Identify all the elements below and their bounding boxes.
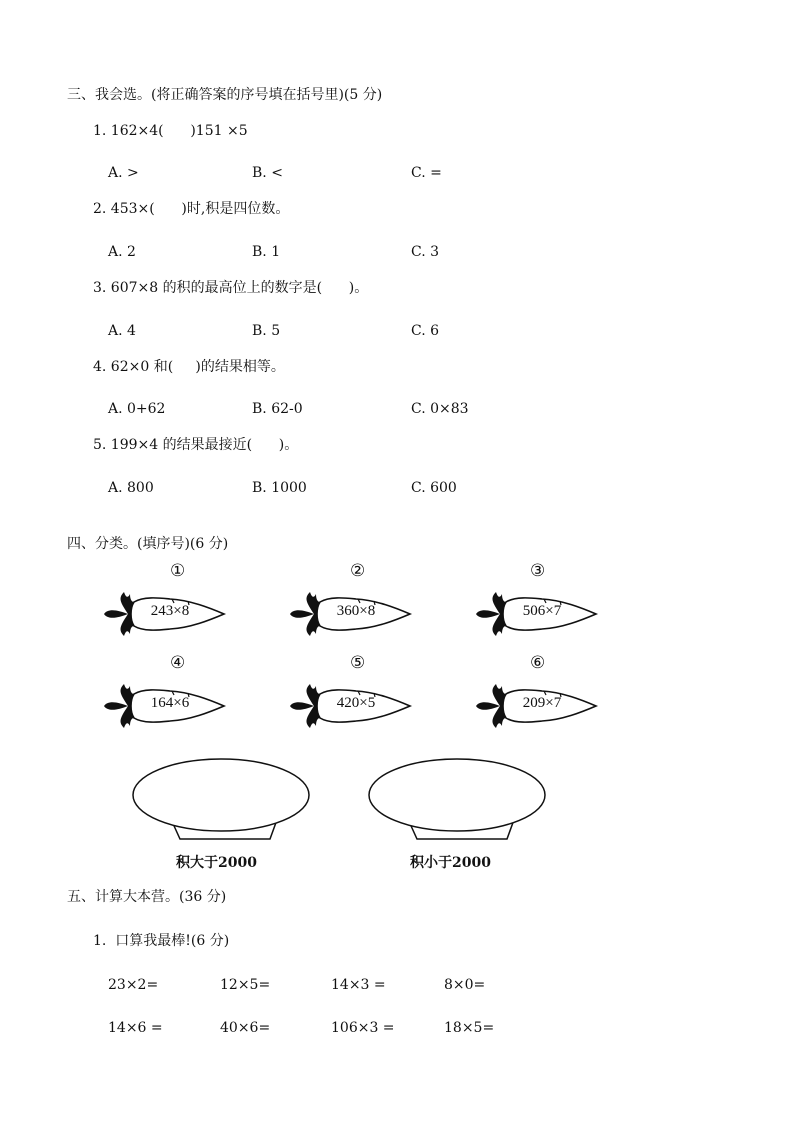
carrot-1 bbox=[100, 584, 230, 644]
calc-r1-c2: 12×5= bbox=[220, 977, 271, 993]
bowl-less bbox=[367, 757, 547, 847]
q3-option-b: B. 5 bbox=[252, 323, 281, 339]
calc-r2-c3: 106×3 = bbox=[331, 1020, 395, 1036]
q4-option-a: A. 0+62 bbox=[108, 401, 166, 417]
carrot-number-6: ⑥ bbox=[530, 653, 546, 673]
question-4: 4. 62×0 和( )的结果相等。 bbox=[93, 359, 285, 375]
calc-r2-c2: 40×6= bbox=[220, 1020, 271, 1036]
q1-option-a: A. > bbox=[108, 165, 139, 181]
bowl-greater bbox=[130, 757, 310, 847]
calc-r1-c1: 23×2= bbox=[108, 977, 159, 993]
bowl-greater-label: 积大于2000 bbox=[176, 855, 257, 871]
q5-option-a: A. 800 bbox=[108, 480, 154, 496]
question-2: 2. 453×( )时,积是四位数。 bbox=[93, 201, 290, 217]
q5-option-c: C. 600 bbox=[411, 480, 457, 496]
q5-option-b: B. 1000 bbox=[252, 480, 307, 496]
carrot-5-expression: 420×5 bbox=[336, 695, 376, 711]
q2-option-b: B. 1 bbox=[252, 244, 281, 260]
q3-option-a: A. 4 bbox=[108, 323, 136, 339]
carrot-4 bbox=[100, 676, 230, 736]
q2-option-a: A. 2 bbox=[108, 244, 136, 260]
q3-option-c: C. 6 bbox=[411, 323, 440, 339]
q4-option-c: C. 0×83 bbox=[411, 401, 469, 417]
carrot-1-expression: 243×8 bbox=[150, 603, 190, 619]
bowl-icon bbox=[130, 757, 310, 847]
carrot-number-3: ③ bbox=[530, 561, 546, 581]
carrot-number-4: ④ bbox=[170, 653, 186, 673]
section3-title: 三、我会选。(将正确答案的序号填在括号里)(5 分) bbox=[67, 87, 383, 103]
carrot-number-5: ⑤ bbox=[350, 653, 366, 673]
q1-option-b: B. < bbox=[252, 165, 283, 181]
carrot-3 bbox=[472, 584, 602, 644]
q2-option-c: C. 3 bbox=[411, 244, 440, 260]
carrot-number-2: ② bbox=[350, 561, 366, 581]
question-3: 3. 607×8 的积的最高位上的数字是( )。 bbox=[93, 280, 369, 296]
carrot-6 bbox=[472, 676, 602, 736]
q1-option-c: C. = bbox=[411, 165, 442, 181]
calc-r2-c1: 14×6 = bbox=[108, 1020, 163, 1036]
calc-r1-c3: 14×3 = bbox=[331, 977, 386, 993]
carrot-5 bbox=[286, 676, 416, 736]
section5-title: 五、计算大本营。(36 分) bbox=[67, 889, 227, 905]
carrot-6-expression: 209×7 bbox=[522, 695, 562, 711]
carrot-2-expression: 360×8 bbox=[336, 603, 376, 619]
q4-option-b: B. 62-0 bbox=[252, 401, 303, 417]
carrot-3-expression: 506×7 bbox=[522, 603, 562, 619]
question-5: 5. 199×4 的结果最接近( )。 bbox=[93, 437, 299, 453]
bowl-icon bbox=[367, 757, 547, 847]
question-1: 1. 162×4( )151 ×5 bbox=[93, 123, 248, 139]
carrot-number-1: ① bbox=[170, 561, 186, 581]
calc-r1-c4: 8×0= bbox=[444, 977, 486, 993]
calc-r2-c4: 18×5= bbox=[444, 1020, 495, 1036]
carrot-4-expression: 164×6 bbox=[150, 695, 190, 711]
section4-title: 四、分类。(填序号)(6 分) bbox=[67, 536, 229, 552]
carrot-2 bbox=[286, 584, 416, 644]
bowl-less-label: 积小于2000 bbox=[410, 855, 491, 871]
section5-sub1: 1. 口算我最棒!(6 分) bbox=[93, 933, 230, 949]
